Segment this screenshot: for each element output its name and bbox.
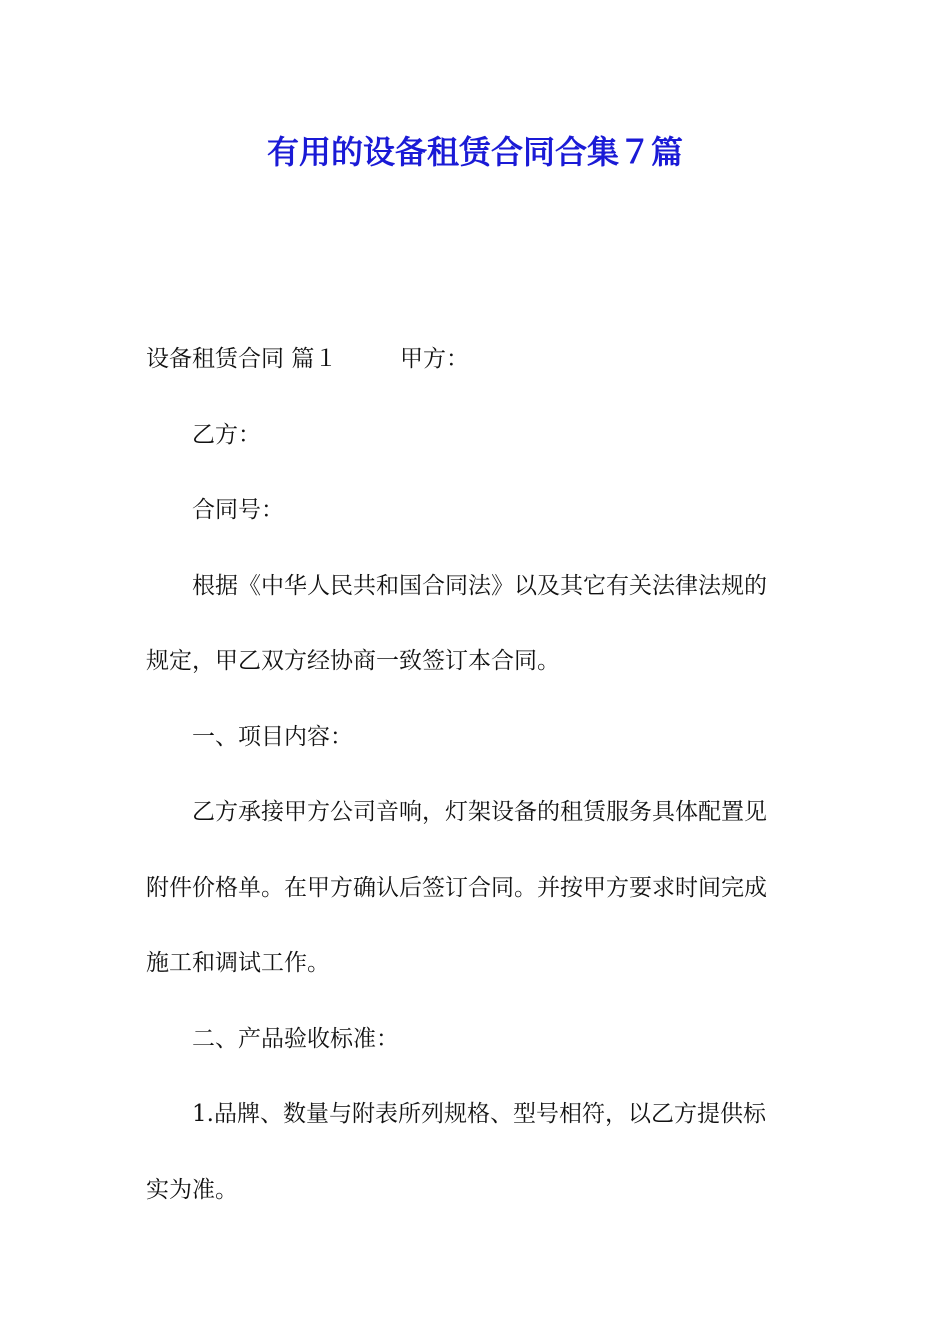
section-part: 篇１ (291, 346, 338, 372)
paragraph-line: 乙方承接甲方公司音响，灯架设备的租赁服务具体配置见 (192, 799, 767, 825)
paragraph-line: 规定，甲乙双方经协商一致签订本合同。 (146, 648, 560, 674)
paragraph-line: 附件价格单。在甲方确认后签订合同。并按甲方要求时间完成 (146, 874, 767, 901)
section-name: 设备租赁合同 (146, 346, 284, 372)
party-b-label: 乙方： (192, 421, 261, 448)
paragraph-line: 1.品牌、数量与附表所列规格、型号相符，以乙方提供标 (192, 1101, 766, 1127)
paragraph-line: 实为准。 (146, 1176, 238, 1203)
paragraph-line: 根据《中华人民共和国合同法》以及其它有关法律法规的 (192, 572, 767, 599)
document-title: 有用的设备租赁合同合集７篇 (266, 133, 683, 171)
document-body (146, 336, 806, 1242)
paragraph-line: 施工和调试工作。 (146, 950, 330, 976)
contract-number-label: 合同号： (192, 497, 284, 523)
section-heading-line (146, 336, 806, 412)
party-a-label: 甲方： (399, 346, 469, 372)
clause-heading: 二、产品验收标准： (192, 1025, 399, 1052)
clause-heading: 一、项目内容： (192, 723, 353, 750)
